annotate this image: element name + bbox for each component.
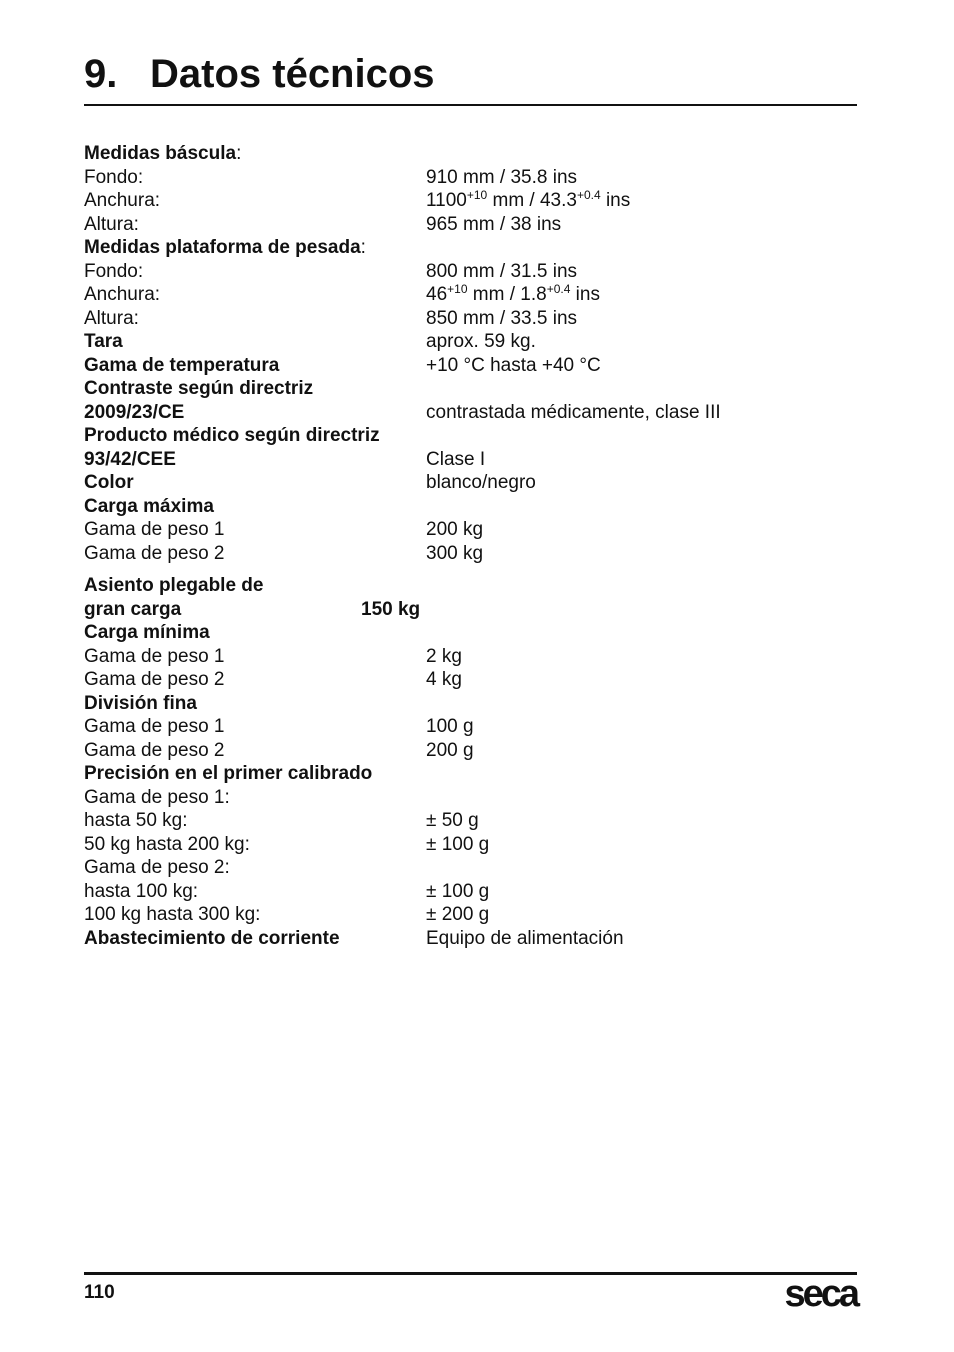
spec-row [84, 354, 857, 378]
spec-label: Anchura: [84, 284, 161, 305]
spec-value: 200 kg [426, 519, 484, 540]
spec-heading: Gama de temperatura [84, 354, 280, 376]
spec-row [84, 495, 857, 519]
spec-value: 2 kg [426, 645, 462, 667]
spec-row [84, 236, 857, 260]
footer-rule [84, 1272, 857, 1275]
spec-value: $46^{+10}$ mm / $1.8^{+0.4}$ ins [426, 282, 600, 305]
spacer [84, 565, 857, 574]
seca-logo: seca [784, 1273, 857, 1315]
spec-row [84, 598, 857, 622]
spec-value: blanco/negro [426, 472, 536, 493]
spec-row [84, 833, 857, 857]
spec-value: contrastada médicamente, clase III [426, 401, 721, 423]
spec-label: Gama de peso 2 [84, 542, 225, 564]
spec-row [84, 762, 857, 786]
spec-row [84, 786, 857, 810]
header-rule [84, 104, 857, 106]
spec-label: Gama de peso 1 [84, 716, 225, 737]
spec-value: aprox. 59 kg. [426, 331, 536, 352]
spec-heading: División fina [84, 692, 197, 714]
spec-label: hasta 50 kg: [84, 810, 188, 831]
spec-row [84, 471, 857, 495]
spec-row [84, 166, 857, 190]
spec-value: ± 50 g [426, 810, 479, 831]
spec-value: Clase I [426, 448, 486, 470]
spec-row [84, 330, 857, 354]
spec-row [84, 668, 857, 692]
spec-heading: Carga mínima [84, 622, 210, 643]
spec-value: ± 100 g [426, 833, 490, 855]
spec-row [84, 213, 857, 237]
section-number: 9. [84, 52, 118, 96]
spec-heading: Precisión en el primer calibrado [84, 763, 373, 784]
spec-row [84, 692, 857, 716]
spec-label: Gama de peso 1: [84, 786, 230, 808]
spec-row [84, 856, 857, 880]
spec-value: 910 mm / 35.8 ins [426, 166, 578, 188]
spec-row [84, 739, 857, 763]
spec-row [84, 809, 857, 833]
spec-row [84, 621, 857, 645]
spec-row [84, 307, 857, 331]
spec-value: $1100^{+10}$ mm / $43.3^{+0.4}$ ins [426, 188, 631, 211]
spec-label: Gama de peso 1 [84, 645, 225, 667]
spec-heading: 2009/23/CE [84, 401, 185, 423]
spec-value: 800 mm / 31.5 ins [426, 260, 578, 282]
spec-value: 965 mm / 38 ins [426, 213, 562, 235]
spec-label: Altura: [84, 213, 139, 235]
spec-row [84, 448, 857, 472]
spec-value: ± 100 g [426, 880, 490, 902]
spec-heading: Tara [84, 331, 123, 352]
spec-value: +10 °C hasta +40 °C [426, 354, 601, 376]
spec-row [84, 401, 857, 425]
spec-row [84, 377, 857, 401]
spec-row [84, 518, 857, 542]
spec-label: Fondo: [84, 260, 144, 282]
section-title: Datos técnicos [150, 52, 435, 96]
spec-row [84, 903, 857, 927]
spec-heading: Abastecimiento de corriente [84, 927, 340, 949]
spec-row [84, 260, 857, 284]
spec-value: 4 kg [426, 669, 462, 690]
spec-row [84, 927, 857, 951]
spec-row [84, 283, 857, 307]
spec-heading: Carga máxima [84, 495, 214, 517]
spec-label: hasta 100 kg: [84, 880, 199, 902]
spec-heading: 93/42/CEE [84, 448, 176, 470]
spec-label: Anchura: [84, 190, 161, 211]
spec-heading: Medidas plataforma de pesada: [84, 237, 366, 258]
spec-table [84, 142, 857, 950]
spec-value: 200 g [426, 739, 474, 761]
spec-heading: gran carga [84, 598, 182, 620]
spec-row [84, 645, 857, 669]
spec-row [84, 542, 857, 566]
spec-heading: Color [84, 472, 134, 493]
spec-value: 300 kg [426, 542, 484, 564]
spec-label: 100 kg hasta 300 kg: [84, 904, 261, 925]
spec-label: 50 kg hasta 200 kg: [84, 833, 250, 855]
spec-label: Gama de peso 2: [84, 857, 230, 878]
spec-row [84, 424, 857, 448]
spec-value: 150 kg [361, 598, 421, 620]
spec-heading: Medidas báscula: [84, 143, 242, 164]
spec-value: 100 g [426, 716, 474, 737]
spec-value: 850 mm / 33.5 ins [426, 307, 578, 329]
spec-row [84, 715, 857, 739]
spec-row [84, 189, 857, 213]
spec-row [84, 880, 857, 904]
spec-value: Equipo de alimentación [426, 927, 624, 949]
spec-heading: Contraste según directriz [84, 378, 314, 399]
spec-row [84, 142, 857, 166]
spec-label: Altura: [84, 307, 139, 329]
spec-label: Gama de peso 2 [84, 669, 225, 690]
spec-heading: Producto médico según directriz [84, 425, 380, 446]
page-number: 110 [84, 1282, 115, 1303]
spec-label: Fondo: [84, 166, 144, 188]
spec-heading: Asiento plegable de [84, 575, 264, 596]
spec-row [84, 574, 857, 598]
spec-value: ± 200 g [426, 904, 490, 925]
spec-label: Gama de peso 2 [84, 739, 225, 761]
page-title [84, 52, 435, 97]
spec-label: Gama de peso 1 [84, 519, 225, 540]
